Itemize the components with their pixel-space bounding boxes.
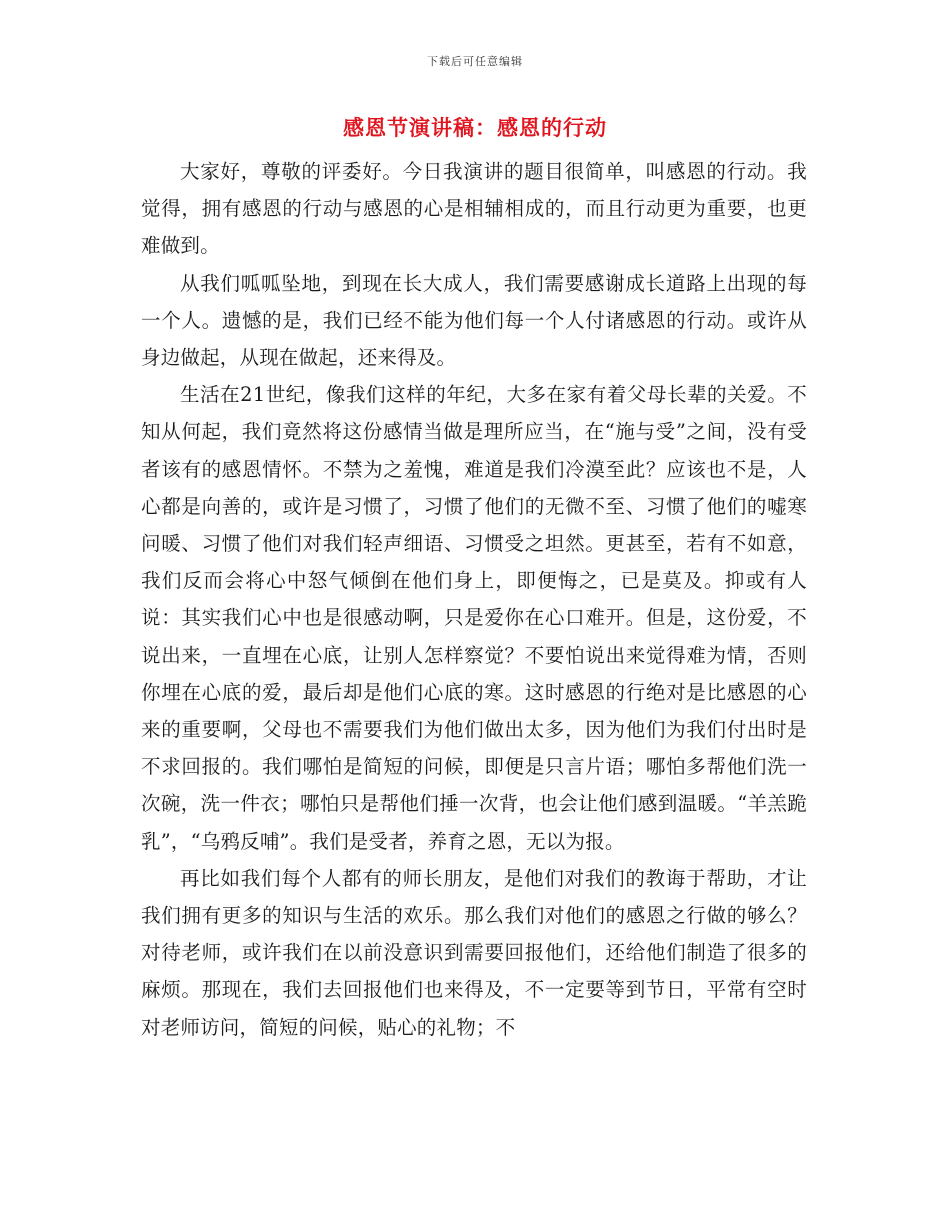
paragraph-2: 从我们呱呱坠地，到现在长大成人，我们需要感谢成长道路上出现的每一个人。遗憾的是，我们已经不能为他们每一个人付诸感恩的行动。或许从身边做起，从现在做起，还来得及。 bbox=[141, 271, 807, 370]
header-note: 下载后可任意编辑 bbox=[427, 55, 523, 68]
paragraph-4: 再比如我们每个人都有的师长朋友，是他们对我们的教诲于帮助，才让我们拥有更多的知识与生活的欢乐。那么我们对他们的感恩之行做的够么？对待老师，或许我们在以前没意识到需要回报他们，还给他们制造了很多的麻烦。那现在，我们去回报他们也来得及，不一定要等到节日，平常有空时对老师访问，简短的问候，贴心的礼物；不 bbox=[141, 866, 807, 1039]
paragraph-3: 生活在21世纪，像我们这样的年纪，大多在家有着父母长辈的关爱。不知从何起，我们竟然将这份感情当做是理所应当，在“施与受”之间，没有受者该有的感恩情怀。不禁为之羞愧，难道是我们冷漠至此？应该也不是，人心都是向善的，或许是习惯了，习惯了他们的无微不至、习惯了他们的嘘寒问暖、习惯了他们对我们轻声细语、习惯受之坦然。更甚至，若有不如意，我们反而会将心中怒气倾倒在他们身上，即便悔之，已是莫及。抑或有人说：其实我们心中也是很感动啊，只是爱你在心口难开。但是，这份爱，不说出来，一直埋在心底，让别人怎样察觉？不要怕说出来觉得难为情，否则你埋在心底的爱，最后却是他们心底的寒。这时感恩的行绝对是比感恩的心来的重要啊，父母也不需要我们为他们做出太多，因为他们为我们付出时是不求回报的。我们哪怕是简短的问候，即便是只言片语；哪怕多帮他们洗一次碗，洗一件衣；哪怕只是帮他们捶一次背，也会让他们感到温暖。“羊羔跪乳”，“乌鸦反哺”。我们是受者，养育之恩，无以为报。 bbox=[141, 383, 807, 853]
document-title: 感恩节演讲稿：感恩的行动 bbox=[343, 115, 607, 140]
document-body bbox=[141, 153, 807, 1046]
paragraph-1: 大家好，尊敬的评委好。今日我演讲的题目很简单，叫感恩的行动。我觉得，拥有感恩的行动与感恩的心是相辅相成的，而且行动更为重要，也更难做到。 bbox=[141, 160, 807, 258]
